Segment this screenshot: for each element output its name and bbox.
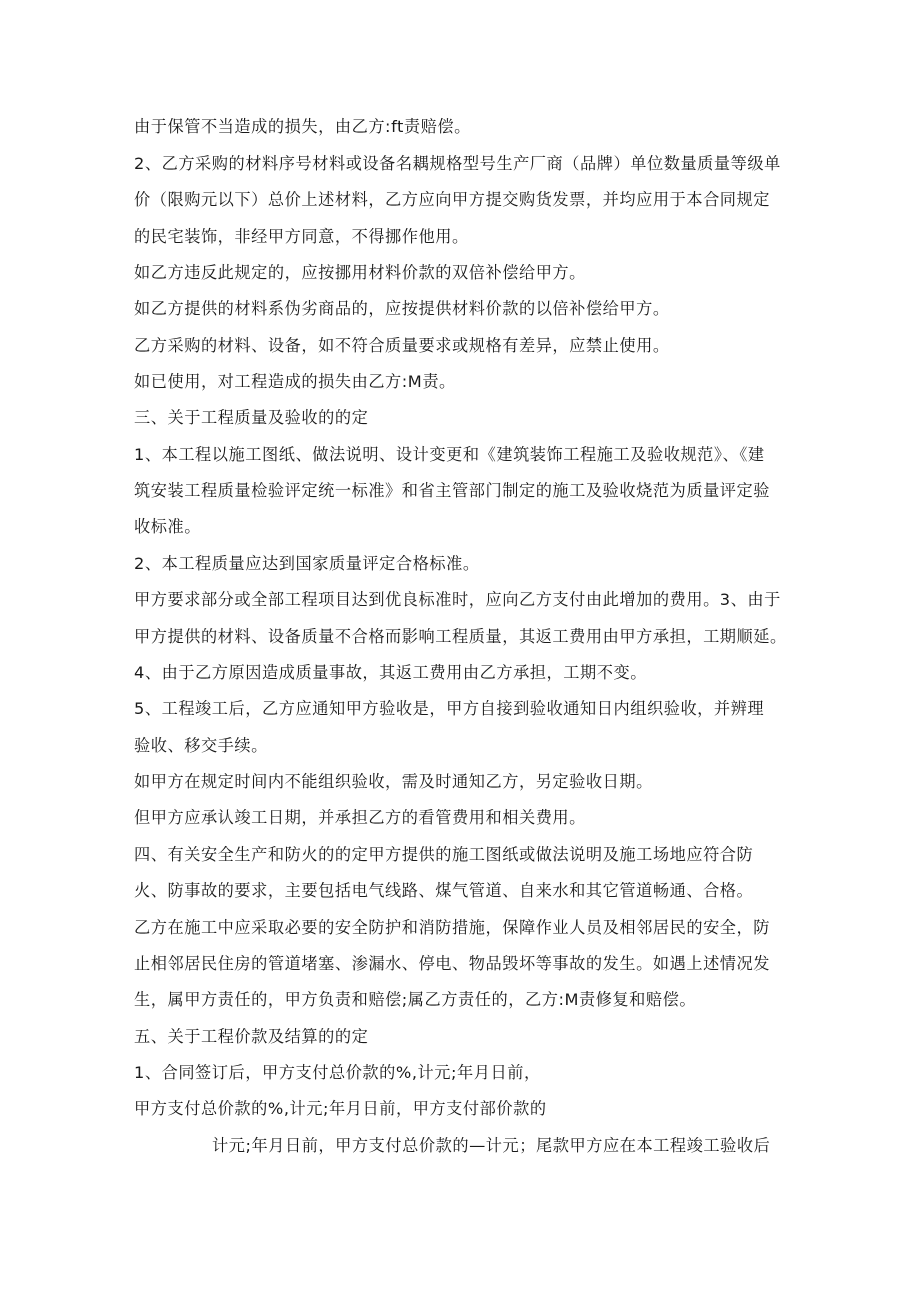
- text-line: 如乙方违反此规定的，应按挪用材料价款的双倍补偿给甲方。: [134, 263, 586, 282]
- text-line: 验收、移交手续。: [134, 736, 268, 755]
- text-line: 2、本工程质量应达到国家质量评定合格标准。: [134, 554, 480, 573]
- text-line: 但甲方应承认竣工日期，并承担乙方的看管费用和相关费用。: [134, 808, 586, 827]
- text-line: 止相邻居民住房的管道堵塞、渗漏水、停电、物品毁坏等事故的发生。如遇上述情况发: [134, 954, 771, 973]
- text-line: 如甲方在规定时间内不能组织验收，需及时通知乙方，另定验收日期。: [134, 772, 653, 791]
- section-heading: 三、关于工程质量及验收的的定: [134, 408, 369, 427]
- text-line: 乙方在施工中应采取必要的安全防护和消防措施，保障作业人员及相邻居民的安全，防: [134, 918, 771, 937]
- text-line: 5、工程竣工后，乙方应通知甲方验收是，甲方自接到验收通知日内组织验收，并辨理: [134, 699, 765, 718]
- text-line: 2、乙方采购的材料序号材料或设备名耦规格型号生产厂商（品牌）单位数量质量等级单: [134, 154, 781, 173]
- text-line: 乙方采购的材料、设备，如不符合质量要求或规格有差异，应禁止使用。: [134, 336, 670, 355]
- text-line: 甲方要求部分或全部工程项目达到优良标准时，应向乙方支付由此增加的费用。3、由于: [134, 590, 781, 609]
- text-line: 火、防事故的要求，主要包括电气线路、煤气管道、自来水和其它管道畅通、合格。: [134, 881, 754, 900]
- text-line: 甲方支付总价款的%,计元;年月日前，甲方支付部价款的: [134, 1099, 547, 1118]
- text-line: 1、合同签订后，甲方支付总价款的%,计元;年月日前，: [134, 1063, 541, 1082]
- text-line: 收标准。: [134, 517, 201, 536]
- text-line: 价（限购元以下）总价上述材料，乙方应向甲方提交购货发票，并均应用于本合同规定: [134, 190, 771, 209]
- text-line: 1、本工程以施工图纸、做法说明、设计变更和《建筑装饰工程施工及验收规范》、《建: [134, 445, 765, 464]
- text-line: 筑安装工程质量检验评定统一标准》和省主管部门制定的施工及验收烧范为质量评定验: [134, 481, 771, 500]
- text-line: 如乙方提供的材料系伪劣商品的，应按提供材料价款的以倍补偿给甲方。: [134, 299, 670, 318]
- text-line: 计元;年月日前，甲方支付总价款的—计元；尾款甲方应在本工程竣工验收后: [212, 1136, 771, 1155]
- section-heading: 四、有关安全生产和防火的的定甲方提供的施工图纸或做法说明及施工场地应符合防: [134, 845, 754, 864]
- text-line: 的民宅装饰，非经甲方同意，不得挪作他用。: [134, 227, 469, 246]
- text-line: 甲方提供的材料、设备质量不合格而影响工程质量，其返工费用由甲方承担，工期顺延。: [134, 627, 787, 646]
- text-line: 如已使用，对工程造成的损失由乙方:M责。: [134, 372, 456, 391]
- text-line: 4、由于乙方原因造成质量事故，其返工费用由乙方承担，工期不变。: [134, 663, 647, 682]
- text-line: 由于保管不当造成的损失，由乙方:ft责赔偿。: [134, 117, 471, 136]
- section-heading: 五、关于工程价款及结算的的定: [134, 1027, 369, 1046]
- text-line: 生，属甲方责任的，甲方负责和赔偿;属乙方责任的，乙方:M责修复和赔偿。: [134, 990, 697, 1009]
